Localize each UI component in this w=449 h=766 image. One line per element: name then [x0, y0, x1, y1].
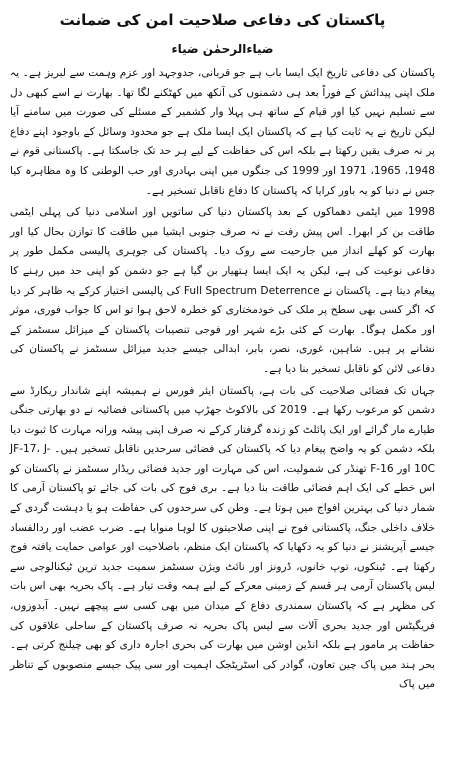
article-paragraph: جہاں تک فضائی صلاحیت کی بات ہے، پاکستان ایئر فورس نے ہمیشہ اپنے شاندار ریکارڈ سے دشمن کو مرعوب رکھا ہے۔ 2019 کی بالاکوٹ جھڑپ میں پاکستانی فضائیہ نے دو بھارتی جنگی طیارے مار گرائے اور ایک پائلٹ کو زندہ گرفتار کرکے نہ صرف اپنی پیشہ ورانہ مہارت کا ثبوت دیا بلکہ دشمن کو یہ واضح پیغام دیا کہ پاکستان کی فضائی سرحدیں ناقابل تسخیر ہیں۔ JF-17، J-10C اور F-16 تھنڈر کی شمولیت، اس کی مہارت اور جدید فضائی ریڈار سسٹمز نے پاکستان کو اس خطے کی ایک اہم فضائی طاقت بنا دیا ہے۔ بری فوج کی بات کی جائے تو پاکستان آرمی کا شمار دنیا کی بہترین افواج میں ہوتا ہے۔ وطن کی سرحدوں کی حفاظت ہو یا دہشت گردی کے خلاف داخلی جنگ، پاکستانی فوج نے اپنی صلاحیتوں کا لوہا منوایا ہے۔ ضرب عضب اور ردالفساد جیسے آپریشنز نے دنیا کو یہ دکھایا کہ پاکستان ایک منظم، باصلاحیت اور عوامی حمایت یافتہ فوج رکھتا ہے۔ ٹینکوں، توپ خانوں، ڈرونز اور نائٹ ویژن سسٹمز سمیت جدید ترین ٹیکنالوجی سے لیس پاکستان آرمی ہر قسم کے زمینی معرکے کے لیے ہمہ وقت تیار ہے۔ پاک بحریہ بھی اس بات کی مظہر ہے کہ پاکستان سمندری دفاع کے میدان میں بھی کسی سے پیچھے نہیں۔ آبدوزوں، فریگیٹس اور جدید بحری آلات سے لیس پاک بحریہ نہ صرف پاکستان کے ساحلی علاقوں کی حفاظت پر مامور ہے بلکہ انڈین اوشن میں بھارت کی بحری اجارہ داری کو بھی چیلنج کرتی ہے۔ بحر ہند میں پاک چین تعاون، گوادر کی اسٹریٹجک اہمیت اور سی پیک جیسے منصوبوں کے تناظر میں پاک [10, 384, 435, 691]
article-author: ضیاءالرحمٰن ضیاء [171, 42, 274, 56]
article-paragraph: 1998 میں ایٹمی دھماکوں کے بعد پاکستان دنیا کی ساتویں اور اسلامی دنیا کی پہلی ایٹمی طاقت بن کر ابھرا۔ اس پیش رفت نے نہ صرف جنوبی ایشیا میں طاقت کا توازن بحال کیا اور بھارت کو کھلے انداز میں جارحیت سے روک دیا۔ پاکستان کی جوہری پالیسی مکمل طور پر دفاعی نوعیت کی ہے، لیکن یہ ایک ایسا ہتھیار بن گیا ہے جو دشمن کو اپنی حد میں رہنے کا پیغام دیتا ہے۔ پاکستان نے Full Spectrum Deterrence کی پالیسی اختیار کرکے یہ ظاہر کر دیا کہ اگر کسی بھی سطح پر ملک کی خودمختاری کو خطرہ لاحق ہوا تو اس کا جواب فوری، موثر اور مکمل ہوگا۔ بھارت کے کئی بڑے شہر اور فوجی تنصیبات پاکستان کے میزائل سسٹمز کے نشانے پر ہیں۔ شاہین، غوری، نصر، بابر، ابدالی جیسے جدید میزائل سسٹمز نے پاکستان کی دفاعی لائن کو ناقابل تسخیر بنا دیا ہے۔ [10, 206, 435, 375]
article-headline: پاکستان کی دفاعی صلاحیت امن کی ضمانت [59, 11, 386, 29]
article-paragraph: پاکستان کی دفاعی تاریخ ایک ایسا باب ہے جو قربانی، جدوجہد اور عزم وہمت سے لبریز ہے۔ یہ ملک اپنی پیدائش کے فوراً بعد ہی دشمنوں کی آنکھ میں کھٹکنے لگا تھا۔ بھارت نے اسے کبھی دل سے تسلیم نہیں کیا اور قیام کے ساتھ ہی پہلا وار کشمیر کے مسئلے کی صورت میں سامنے آیا لیکن تاریخ نے یہ ثابت کیا ہے کہ پاکستان ایک ایسا ملک ہے جو محدود وسائل کے باوجود اپنے دفاع پر نہ صرف یقین رکھتا ہے بلکہ اس کی حفاظت کے لیے ہر حد تک جاسکتا ہے۔ پاکستانی قوم نے 1948، 1965، 1971 اور 1999 کی جنگوں میں اپنی بہادری اور حب الوطنی کا وہ مظاہرہ کیا جس نے دنیا کو یہ باور کرایا کہ پاکستان کا دفاع ناقابل تسخیر ہے۔ [10, 67, 435, 197]
